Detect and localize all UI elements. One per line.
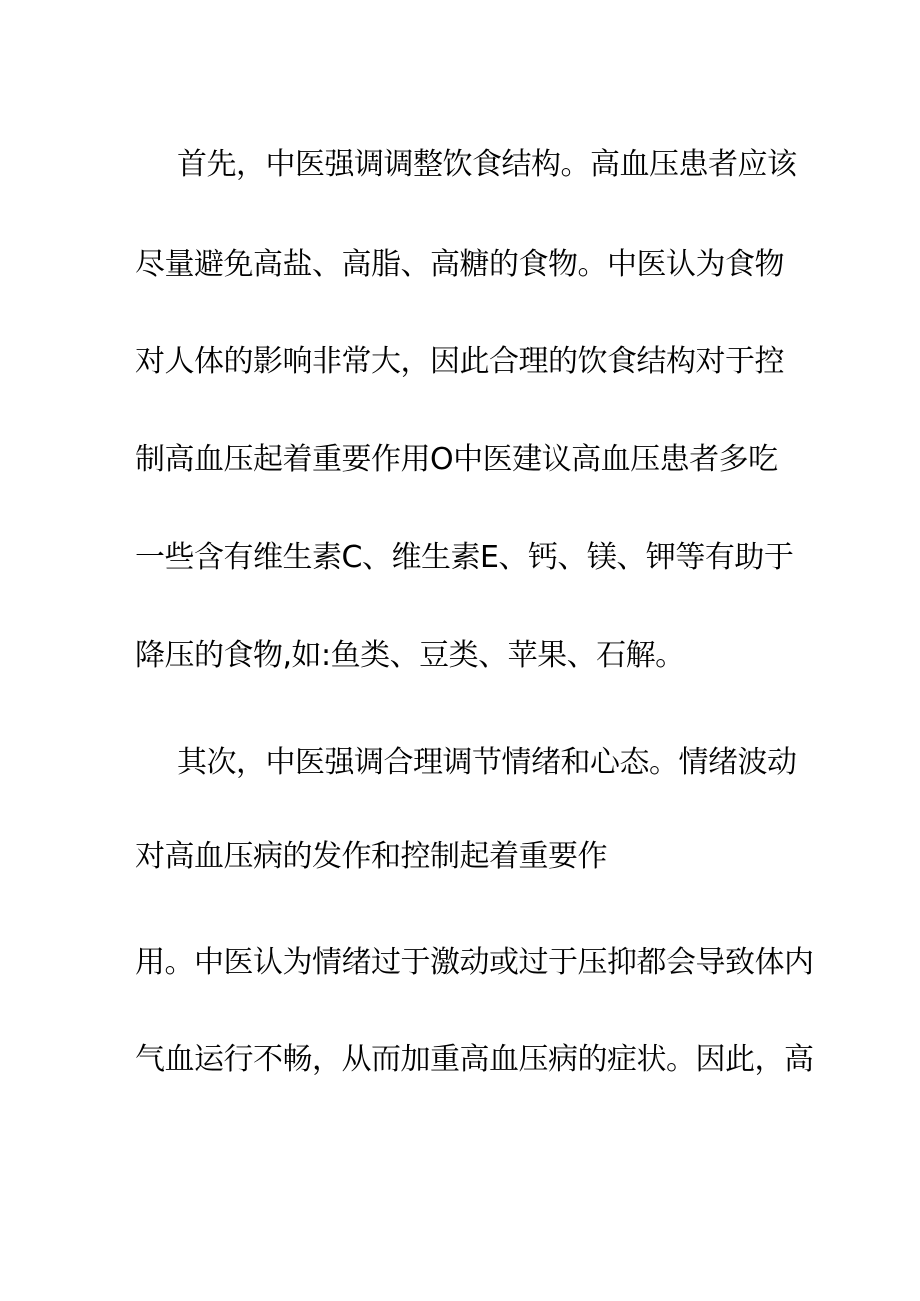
paragraph-2-line-1: 其次，中医强调合理调节情绪和心态。情绪波动 [177, 745, 797, 780]
paragraph-1-line-1: 首先，中医强调调整饮食结构。高血压患者应该 [177, 147, 797, 182]
paragraph-1-line-2: 尽量避免高盐、高脂、高糖的食物。中医认为食物 [135, 247, 784, 282]
paragraph-2-line-3: 用。中医认为情绪过于激动或过于压抑都会导致体内 [135, 945, 814, 980]
paragraph-1-line-4: 制高血压起着重要作用O中医建议高血压患者多吃 [135, 442, 778, 477]
paragraph-1-line-6: 降压的食物,如:鱼类、豆类、苹果、石解。 [135, 638, 685, 673]
paragraph-1-line-5: 一些含有维生素C、维生素E、钙、镁、钾等有助于 [135, 540, 794, 575]
paragraph-1-line-3: 对人体的影响非常大，因此合理的饮食结构对于控 [135, 344, 784, 379]
paragraph-2-line-2: 对高血压病的发作和控制起着重要作 [135, 839, 607, 874]
paragraph-2-line-4: 气血运行不畅，从而加重高血压病的症状。因此，高 [135, 1042, 814, 1077]
